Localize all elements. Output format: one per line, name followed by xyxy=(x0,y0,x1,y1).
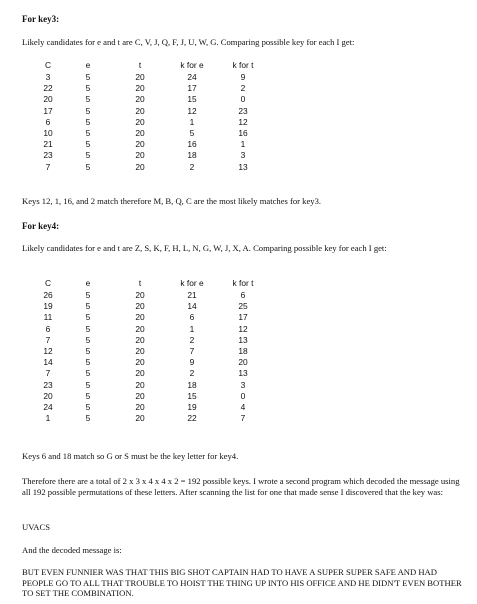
table-cell: 19 xyxy=(43,301,53,312)
key-result: UVACS xyxy=(22,522,51,532)
table-cell: 5 xyxy=(85,323,91,334)
table-row xyxy=(34,324,268,335)
table-cell: 20 xyxy=(135,94,145,105)
table-cell: 20 xyxy=(43,94,53,105)
table-cell: 20 xyxy=(238,357,248,368)
key3-heading: For key3: xyxy=(22,14,60,24)
table-cell: 22 xyxy=(43,83,53,94)
table-cell: 5 xyxy=(85,379,91,390)
column-header: k for e xyxy=(180,278,204,289)
table-cell: 20 xyxy=(135,368,145,379)
table-row xyxy=(34,83,268,94)
table-cell: 20 xyxy=(135,379,145,390)
column-header: k for e xyxy=(180,60,204,71)
table-cell: 20 xyxy=(43,390,53,401)
table-cell: 5 xyxy=(85,150,91,161)
column-header: k for t xyxy=(232,60,254,71)
table-cell: 5 xyxy=(85,390,91,401)
key3-intro: Likely candidates for e and t are C, V, J, Q, F, J, U, W, G. Comparing possible key for each I get: xyxy=(22,37,355,47)
table-cell: 5 xyxy=(85,139,91,150)
table-row xyxy=(34,139,268,150)
table-cell: 12 xyxy=(187,105,197,116)
column-header: e xyxy=(85,60,91,71)
table-row xyxy=(34,312,268,323)
table-cell: 16 xyxy=(238,128,248,139)
table-cell: 5 xyxy=(85,357,91,368)
table-cell: 7 xyxy=(45,334,51,345)
table-cell: 9 xyxy=(240,72,246,82)
table-cell: 17 xyxy=(43,105,53,116)
table-cell: 5 xyxy=(85,413,91,424)
table-cell: 7 xyxy=(45,161,51,172)
table-cell: 14 xyxy=(187,301,197,312)
table-cell: 9 xyxy=(189,357,195,368)
table-cell: 5 xyxy=(85,161,91,172)
column-header: k for t xyxy=(232,278,254,289)
table-cell: 11 xyxy=(43,312,53,323)
table-cell: 5 xyxy=(85,72,91,82)
table-cell: 5 xyxy=(85,105,91,116)
key3-conclusion: Keys 12, 1, 16, and 2 match therefore M, B, Q, C are the most likely matches for key3. xyxy=(22,196,322,206)
table-cell: 20 xyxy=(135,357,145,368)
table-cell: 20 xyxy=(135,402,145,413)
key3-table-body xyxy=(34,72,268,173)
table-cell: 3 xyxy=(240,150,246,161)
table-header-row xyxy=(34,278,268,290)
table-header-row xyxy=(34,60,268,72)
decoded-message: BUT EVEN FUNNIER WAS THAT THIS BIG SHOT CAPTAIN HAD TO HAVE A SUPER SUPER SAFE AND HAD PEOPLE GO TO ALL THAT TROUBLE TO HOIST THE THING UP INTO HIS OFFICE AND HE DIDN'T EVEN BOTHER TO SET THE COMBINATION. xyxy=(22,567,462,598)
table-cell: 2 xyxy=(189,334,195,345)
table-cell: 7 xyxy=(189,346,195,357)
table-cell: 18 xyxy=(187,150,197,161)
table-cell: 6 xyxy=(240,290,246,300)
table-cell: 13 xyxy=(238,161,248,172)
table-cell: 19 xyxy=(187,402,197,413)
table-cell: 7 xyxy=(240,413,246,424)
table-row xyxy=(34,380,268,391)
column-header: e xyxy=(85,278,91,289)
key4-table xyxy=(34,278,268,424)
table-cell: 5 xyxy=(85,301,91,312)
table-cell: 24 xyxy=(43,402,53,413)
table-cell: 0 xyxy=(240,390,246,401)
table-cell: 15 xyxy=(187,390,197,401)
table-cell: 2 xyxy=(189,161,195,172)
table-cell: 5 xyxy=(189,128,195,139)
table-cell: 20 xyxy=(135,72,145,82)
table-cell: 15 xyxy=(187,94,197,105)
table-cell: 5 xyxy=(85,116,91,127)
table-cell: 13 xyxy=(238,334,248,345)
table-cell: 17 xyxy=(187,83,197,94)
key4-intro: Likely candidates for e and t are Z, S, K, F, H, L, N, G, W, J, X, A. Comparing possible key for each I get: xyxy=(22,243,387,253)
table-cell: 3 xyxy=(240,379,246,390)
table-cell: 5 xyxy=(85,94,91,105)
key4-heading: For key4: xyxy=(22,221,60,231)
column-header: t xyxy=(138,278,142,289)
table-cell: 6 xyxy=(45,116,51,127)
table-cell: 5 xyxy=(85,83,91,94)
table-cell: 6 xyxy=(45,323,51,334)
table-cell: 13 xyxy=(238,368,248,379)
table-row xyxy=(34,72,268,83)
table-cell: 20 xyxy=(135,116,145,127)
table-cell: 3 xyxy=(45,72,51,82)
table-row xyxy=(34,368,268,379)
table-cell: 2 xyxy=(240,83,246,94)
table-row xyxy=(34,117,268,128)
table-cell: 20 xyxy=(135,105,145,116)
table-cell: 0 xyxy=(240,94,246,105)
table-row xyxy=(34,391,268,402)
table-cell: 7 xyxy=(45,368,51,379)
table-cell: 5 xyxy=(85,402,91,413)
table-row xyxy=(34,290,268,301)
column-header: C xyxy=(44,278,52,289)
table-cell: 20 xyxy=(135,323,145,334)
table-cell: 21 xyxy=(187,290,197,300)
table-cell: 20 xyxy=(135,128,145,139)
table-cell: 5 xyxy=(85,368,91,379)
table-cell: 20 xyxy=(135,390,145,401)
table-cell: 23 xyxy=(238,105,248,116)
table-cell: 18 xyxy=(238,346,248,357)
table-cell: 5 xyxy=(85,346,91,357)
table-cell: 4 xyxy=(240,402,246,413)
table-row xyxy=(34,301,268,312)
table-cell: 23 xyxy=(43,379,53,390)
table-row xyxy=(34,402,268,413)
table-cell: 5 xyxy=(85,312,91,323)
decoded-label: And the decoded message is: xyxy=(22,545,122,555)
table-cell: 5 xyxy=(85,334,91,345)
table-cell: 10 xyxy=(43,128,53,139)
table-row xyxy=(34,128,268,139)
table-cell: 22 xyxy=(187,413,197,424)
table-cell: 20 xyxy=(135,139,145,150)
table-cell: 23 xyxy=(43,150,53,161)
table-cell: 1 xyxy=(189,323,195,334)
table-cell: 1 xyxy=(189,116,195,127)
table-row xyxy=(34,150,268,161)
table-cell: 16 xyxy=(187,139,197,150)
table-cell: 12 xyxy=(238,116,248,127)
table-row xyxy=(34,357,268,368)
table-cell: 5 xyxy=(85,290,91,300)
table-cell: 20 xyxy=(135,83,145,94)
table-cell: 20 xyxy=(135,161,145,172)
table-cell: 2 xyxy=(189,368,195,379)
table-cell: 24 xyxy=(187,72,197,82)
table-row xyxy=(34,346,268,357)
key4-table-body xyxy=(34,290,268,424)
table-row xyxy=(34,94,268,105)
table-cell: 26 xyxy=(43,290,53,300)
table-cell: 21 xyxy=(43,139,53,150)
table-cell: 5 xyxy=(85,128,91,139)
table-cell: 12 xyxy=(43,346,53,357)
table-row xyxy=(34,106,268,117)
table-cell: 1 xyxy=(240,139,246,150)
table-cell: 20 xyxy=(135,301,145,312)
summary-paragraph: Therefore there are a total of 2 x 3 x 4 x 4 x 2 = 192 possible keys. I wrote a second program which decoded the message using all 192 possible permutations of these letters. After scanning the list for one that made sense I discovered that the key was: xyxy=(22,476,460,497)
table-row xyxy=(34,162,268,173)
table-cell: 25 xyxy=(238,301,248,312)
table-cell: 12 xyxy=(238,323,248,334)
table-cell: 20 xyxy=(135,334,145,345)
column-header: t xyxy=(138,60,142,71)
table-cell: 20 xyxy=(135,290,145,300)
key4-conclusion: Keys 6 and 18 match so G or S must be the key letter for key4. xyxy=(22,451,239,461)
key3-table xyxy=(34,60,268,173)
table-cell: 18 xyxy=(187,379,197,390)
table-cell: 20 xyxy=(135,312,145,323)
table-cell: 14 xyxy=(43,357,53,368)
column-header: C xyxy=(44,60,52,71)
table-row xyxy=(34,413,268,424)
table-cell: 20 xyxy=(135,346,145,357)
table-cell: 17 xyxy=(238,312,248,323)
table-cell: 20 xyxy=(135,413,145,424)
table-cell: 6 xyxy=(189,312,195,323)
table-cell: 1 xyxy=(45,413,51,424)
table-row xyxy=(34,335,268,346)
table-cell: 20 xyxy=(135,150,145,161)
